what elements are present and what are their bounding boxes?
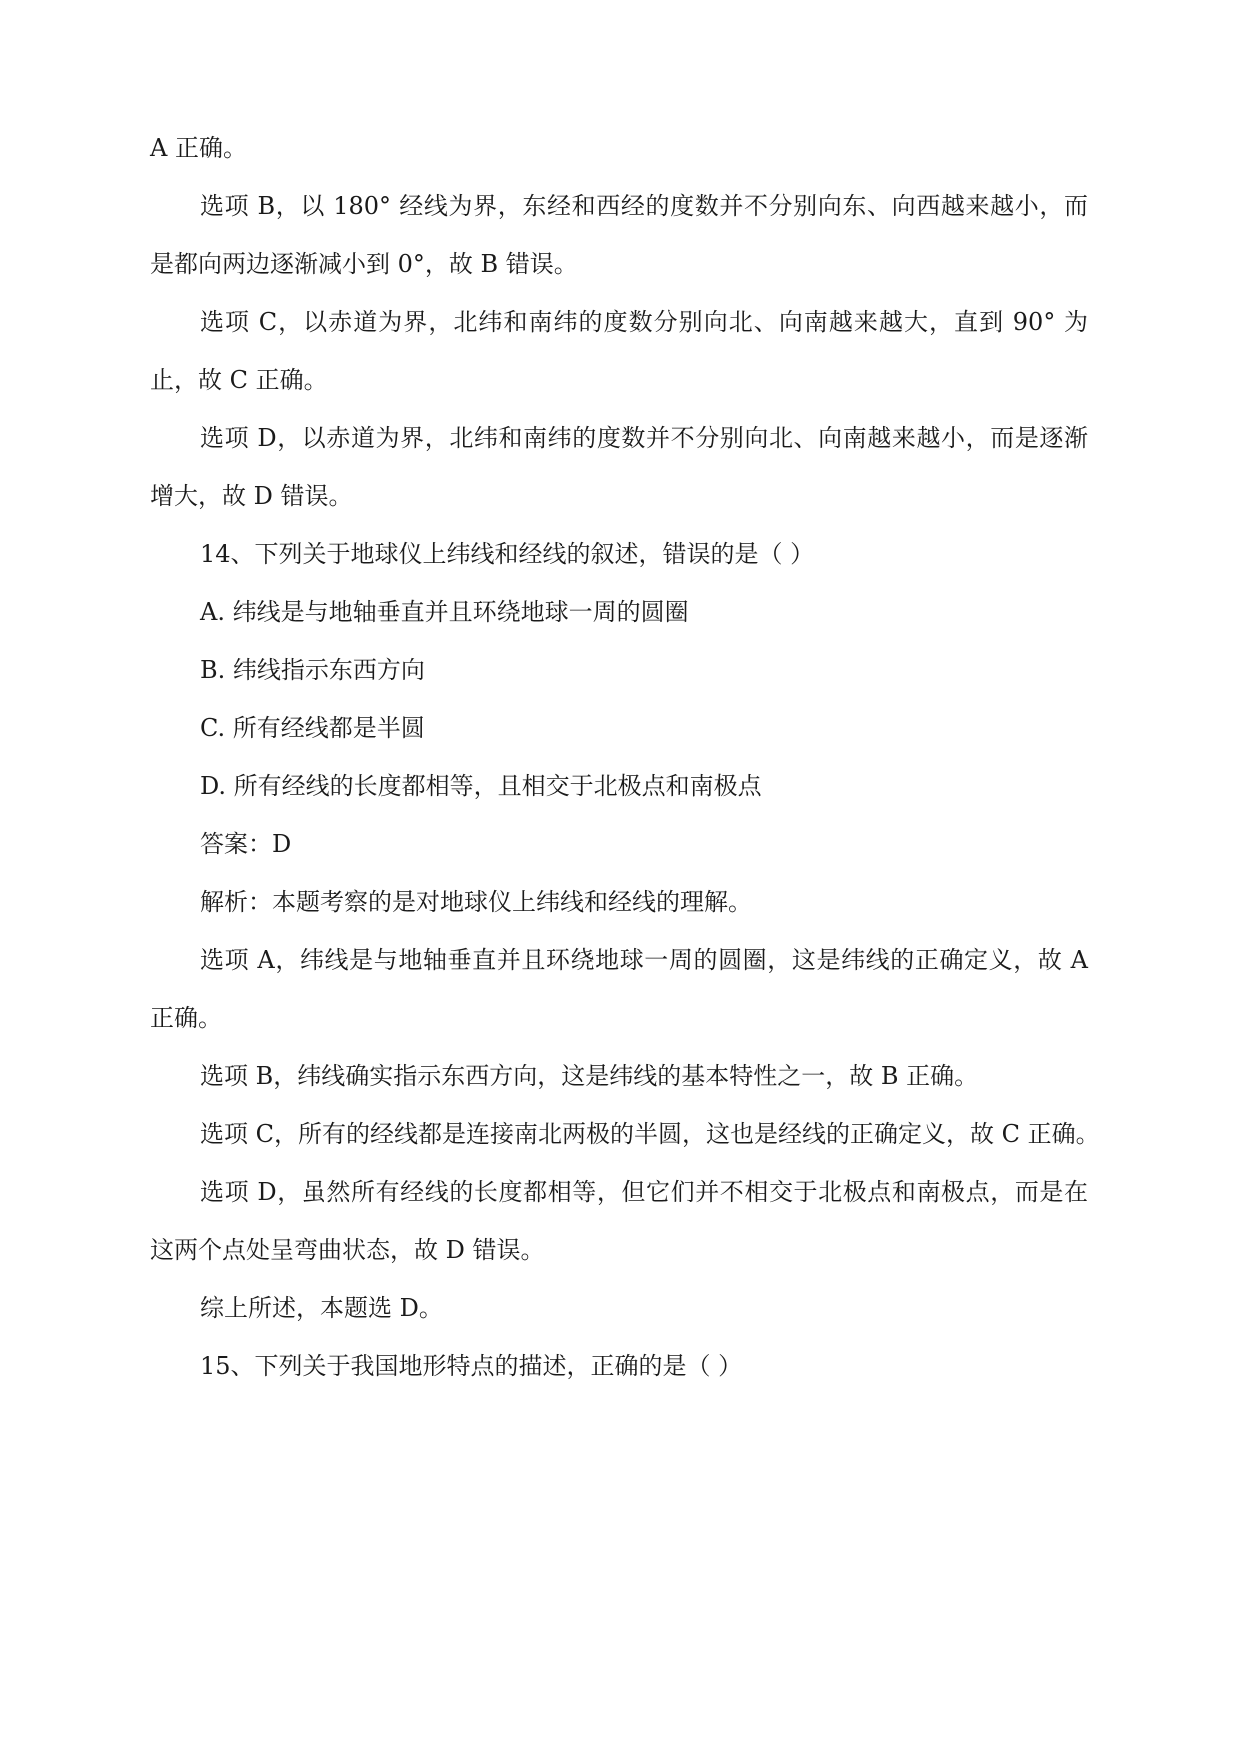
text-line: 选项 C，以赤道为界，北纬和南纬的度数分别向北、向南越来越大，直到 90° 为 [200, 308, 1088, 336]
option-c: C. 所有经线都是半圆 [200, 714, 425, 742]
answer: 答案：D [200, 830, 292, 858]
option-b: B. 纬线指示东西方向 [200, 656, 425, 684]
text-line: 增大，故 D 错误。 [150, 482, 353, 510]
text-line: 是都向两边逐渐减小到 0°，故 B 错误。 [150, 250, 578, 278]
text-line: 选项 D，虽然所有经线的长度都相等，但它们并不相交于北极点和南极点，而是在 [200, 1178, 1088, 1206]
text-line: 选项 D，以赤道为界，北纬和南纬的度数并不分别向北、向南越来越小，而是逐渐 [200, 424, 1088, 452]
question-title: 15、下列关于我国地形特点的描述，正确的是（ ） [200, 1352, 743, 1380]
text-line: 选项 C，所有的经线都是连接南北两极的半圆，这也是经线的正确定义，故 C 正确。 [200, 1120, 1100, 1148]
text-line: 这两个点处呈弯曲状态，故 D 错误。 [150, 1236, 545, 1264]
text-line: 止，故 C 正确。 [150, 366, 328, 394]
text-line: 正确。 [150, 1004, 222, 1032]
question-title: 14、下列关于地球仪上纬线和经线的叙述，错误的是（ ） [200, 540, 815, 568]
option-a: A. 纬线是与地轴垂直并且环绕地球一周的圆圈 [200, 598, 689, 626]
text-line: 选项 B，纬线确实指示东西方向，这是纬线的基本特性之一，故 B 正确。 [200, 1062, 979, 1090]
text-line: 选项 B，以 180° 经线为界，东经和西经的度数并不分别向东、向西越来越小，而 [200, 192, 1088, 220]
text-line: 选项 A，纬线是与地轴垂直并且环绕地球一周的圆圈，这是纬线的正确定义，故 A [200, 946, 1088, 974]
option-d: D. 所有经线的长度都相等，且相交于北极点和南极点 [200, 772, 762, 800]
analysis-intro: 解析：本题考察的是对地球仪上纬线和经线的理解。 [200, 888, 752, 916]
text-line: A 正确。 [150, 134, 247, 162]
summary: 综上所述，本题选 D。 [200, 1294, 443, 1322]
